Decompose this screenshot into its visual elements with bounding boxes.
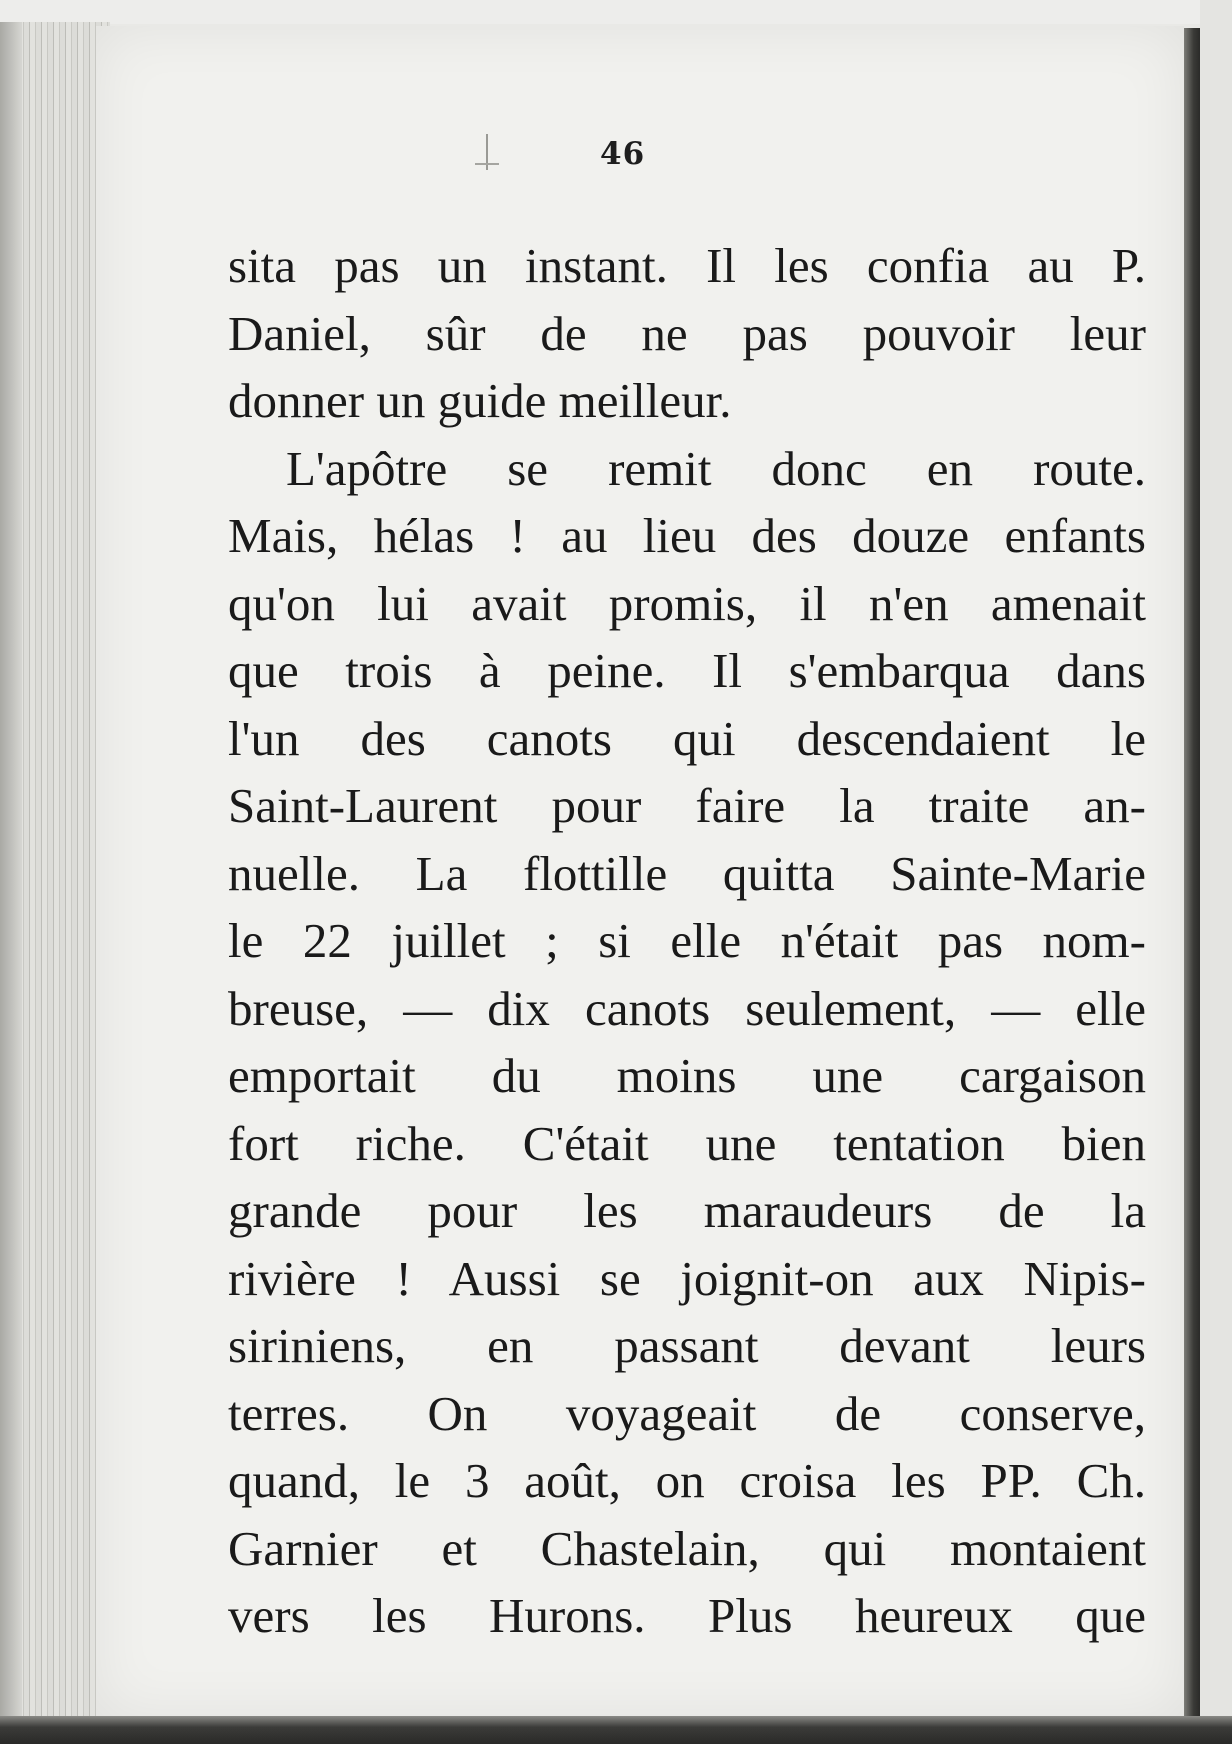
text-line: Saint-Laurent pour faire la traite an- xyxy=(228,778,1146,833)
text-line: L'apôtre se remit donc en route. xyxy=(286,440,1146,496)
text-line: rivière ! Aussi se joignit-on aux Nipis- xyxy=(228,1250,1146,1306)
text-line: nuelle. La flottille quitta Sainte-Marie xyxy=(228,845,1146,901)
text-line: emportait du moins une cargaison xyxy=(228,1048,1146,1103)
text-line: que trois à peine. Il s'embarqua dans xyxy=(228,643,1146,698)
text-line: donner un guide meilleur. xyxy=(228,373,732,428)
text-line: Daniel, sûr de ne pas pouvoir leur xyxy=(228,305,1146,361)
text-line: le 22 juillet ; si elle n'était pas nom- xyxy=(228,913,1146,968)
text-line: sita pas un instant. Il les confia au P. xyxy=(228,238,1146,293)
text-line: terres. On voyageait de conserve, xyxy=(228,1385,1146,1441)
text-line: siriniens, en passant devant leurs xyxy=(228,1318,1146,1373)
text-line: l'un des canots qui descendaient le xyxy=(228,710,1146,766)
text-line: qu'on lui avait promis, il n'en amenait xyxy=(228,575,1146,631)
body-text xyxy=(228,232,1146,1650)
text-line: fort riche. C'était une tentation bien xyxy=(228,1115,1146,1171)
page-number: 46 xyxy=(600,136,646,172)
book-spine-shadow xyxy=(0,22,22,1722)
right-margin xyxy=(1200,0,1232,1744)
text-line: grande pour les maraudeurs de la xyxy=(228,1183,1146,1238)
book-right-edge xyxy=(1184,28,1200,1718)
book-bottom-edge xyxy=(0,1716,1232,1744)
top-margin xyxy=(0,0,1232,24)
text-line: vers les Hurons. Plus heureux que xyxy=(228,1588,1146,1643)
text-line: Mais, hélas ! au lieu des douze enfants xyxy=(228,508,1146,563)
text-line: quand, le 3 août, on croisa les PP. Ch. xyxy=(228,1453,1146,1508)
printer-mark-icon xyxy=(469,134,505,174)
text-line: Garnier et Chastelain, qui montaient xyxy=(228,1520,1146,1576)
text-line: breuse, — dix canots seulement, — elle xyxy=(228,980,1146,1036)
